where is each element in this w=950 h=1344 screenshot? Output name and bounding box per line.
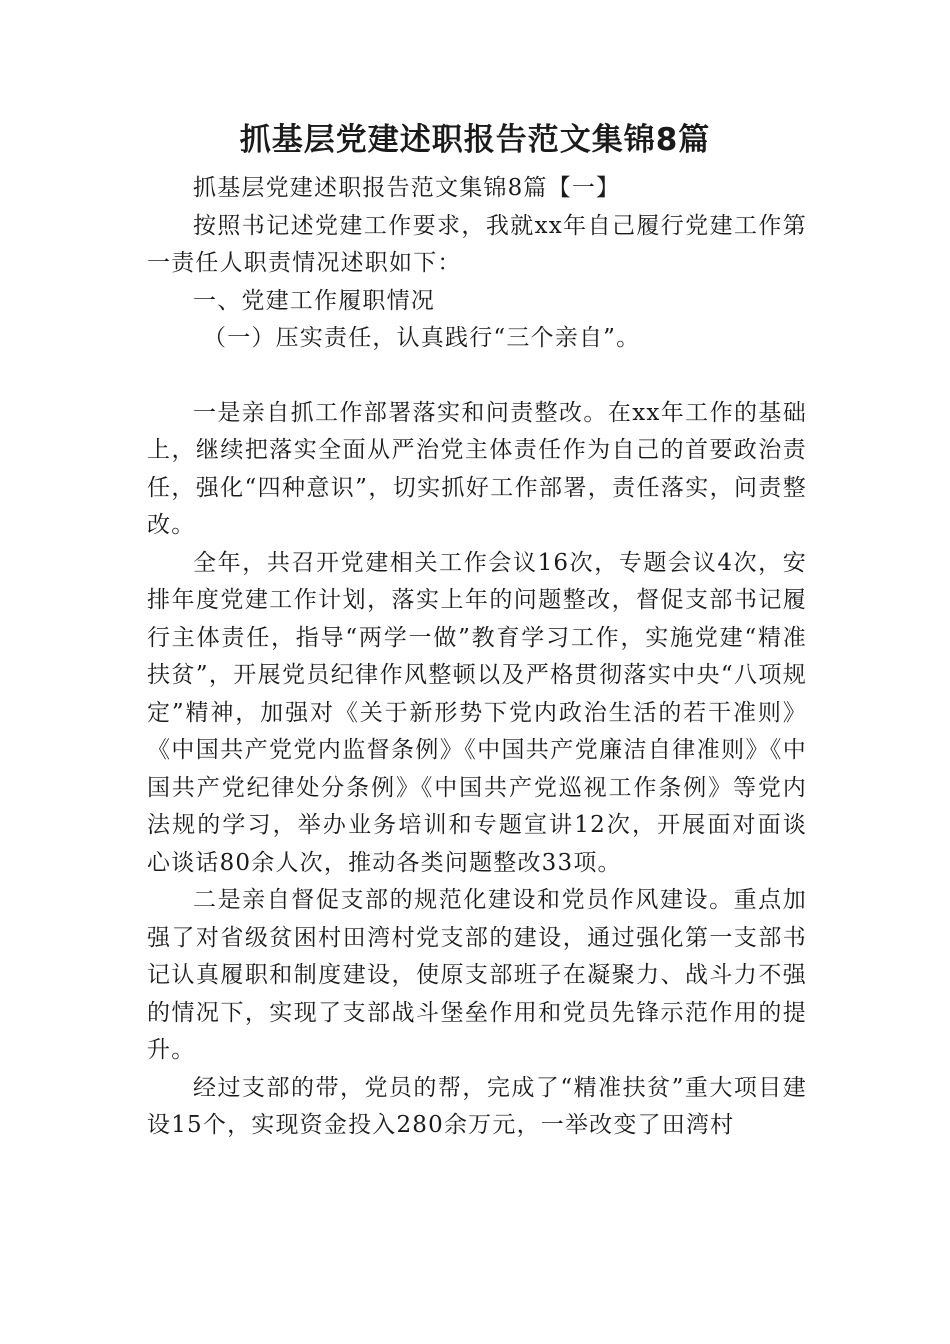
paragraph: 二是亲自督促支部的规范化建设和党员作风建设。重点加强了对省级贫困村田湾村党支部的建设，通过强化第一支部书记认真履职和制度建设，使原支部班子在凝聚力、战斗力不强的情况下，实现了支部战斗堡垒作用和党员先锋示范作用的提升。 bbox=[147, 887, 807, 1063]
paragraph: 一是亲自抓工作部署落实和问责整改。在xx年工作的基础上，继续把落实全面从严治党主体责任作为自己的首要政治责任，强化“四种意识”，切实抓好工作部署，责任落实，问责整改。 bbox=[147, 399, 807, 538]
paragraph: 按照书记述党建工作要求，我就xx年自己履行党建工作第一责任人职责情况述职如下： bbox=[147, 212, 807, 276]
section-heading: 一、党建工作履职情况 bbox=[193, 287, 435, 314]
paragraph: 全年，共召开党建相关工作会议16次，专题会议4次，安排年度党建工作计划，落实上年的问题整改，督促支部书记履行主体责任，指导“两学一做”教育学习工作，实施党建“精准扶贫”，开展党员纪律作风整顿以及严格贯彻落实中央“八项规定”精神，加强对《关于新形势下党内政治生活的若干准则》《中国共产党党内监督条例》《中国共产党廉洁自律准则》《中国共产党纪律处分条例》《中国共产党巡视工作条例》等党内法规的学习，举办业务培训和专题宣讲12次，开展面对面谈心谈话80余人次，推动各类问题整改33项。 bbox=[147, 549, 807, 876]
paragraph: 经过支部的带，党员的帮，完成了“精准扶贫”重大项目建设15个，实现资金投入280余万元，一举改变了田湾村 bbox=[147, 1074, 807, 1138]
document-title: 抓基层党建述职报告范文集锦8篇 bbox=[239, 122, 711, 158]
document-body bbox=[147, 170, 807, 1145]
subsection-heading: （一）压实责任，认真践行“三个亲自”。 bbox=[203, 325, 641, 351]
section-heading: 抓基层党建述职报告范文集锦8篇【一】 bbox=[193, 175, 621, 201]
